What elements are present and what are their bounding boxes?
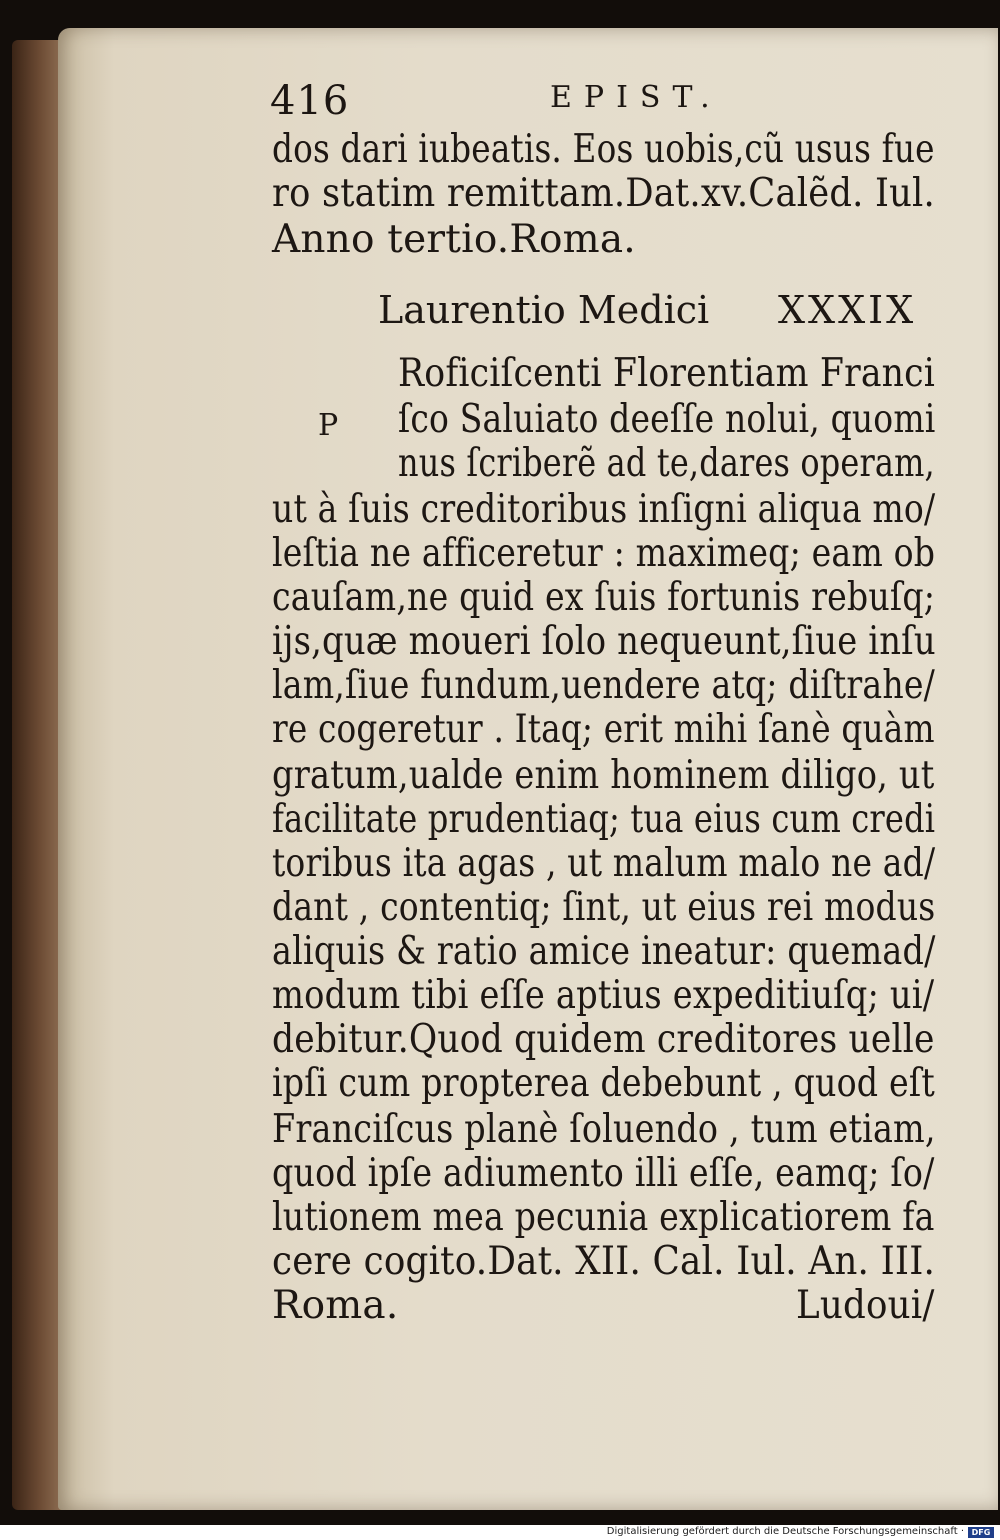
- dfg-logo: DFG: [968, 1527, 994, 1538]
- text-line: facilitate prudentiaq; tua eius cum credi: [272, 797, 936, 842]
- text-line: toribus ita agas , ut malum malo ne ad/: [272, 841, 936, 886]
- text-line: debitur.Quod quidem creditores uelle: [272, 1017, 935, 1062]
- running-head: EPIST.: [550, 80, 722, 115]
- text-line: Franciſcus planè ſoluendo , tum etiam,: [272, 1107, 936, 1152]
- catchword: Ludoui/: [796, 1283, 935, 1328]
- text-line: ſco Saluiato deeſſe nolui, quomi: [398, 397, 936, 442]
- text-line: ijs,quæ moueri ſolo nequeunt,ſiue inſu: [272, 619, 936, 664]
- page-number: 416: [270, 78, 350, 124]
- text-line: ut à ſuis creditoribus inſigni aliqua mo/: [272, 487, 936, 532]
- text-line: Anno tertio.Roma.: [272, 217, 636, 262]
- text-line: re cogeretur . Itaq; erit mihi ſanè quàm: [272, 707, 935, 752]
- text-line: modum tibi eſſe aptius expeditiuſq; ui/: [272, 973, 935, 1018]
- text-line: dos dari iubeatis. Eos uobis,cũ usus fue: [272, 127, 935, 172]
- text-line: aliquis & ratio amice ineatur: quemad/: [272, 929, 936, 974]
- drop-initial: P: [318, 408, 339, 443]
- closing-place: Roma.: [272, 1283, 399, 1328]
- letter-addressee-heading: Laurentio Medici: [378, 288, 710, 332]
- text-line: ipſi cum propterea debebunt , quod eſt: [272, 1061, 935, 1106]
- text-line: cauſam,ne quid ex ſuis fortunis rebuſq;: [272, 575, 936, 620]
- text-line: cere cogito.Dat. XII. Cal. Iul. An. III.: [272, 1239, 936, 1284]
- text-line: leſtia ne afficeretur : maximeq; eam ob: [272, 531, 936, 576]
- page-header: [270, 78, 930, 122]
- text-line: gratum,ualde enim hominem diligo, ut: [272, 753, 935, 798]
- text-line: dant , contentiq; ſint, ut eius rei modus: [272, 885, 936, 930]
- text-line: nus ſcriberẽ ad te,dares operam,: [398, 441, 935, 486]
- text-line: lutionem mea pecunia explicatiorem fa: [272, 1195, 935, 1240]
- funding-credit: Digitalisierung gefördert durch die Deutsche Forschungsgemeinschaft ·: [606, 1526, 964, 1537]
- text-line: lam,ſiue fundum,uendere atq; diſtrahe/: [272, 663, 936, 708]
- text-line: ro statim remittam.Dat.xv.Calẽd. Iul.: [272, 171, 935, 216]
- text-line: quod ipſe adiumento illi eſſe, eamq; ſo/: [272, 1151, 935, 1196]
- text-line: Roficiſcenti Florentiam Franci: [398, 351, 936, 396]
- letter-number: XXXIX: [778, 288, 917, 332]
